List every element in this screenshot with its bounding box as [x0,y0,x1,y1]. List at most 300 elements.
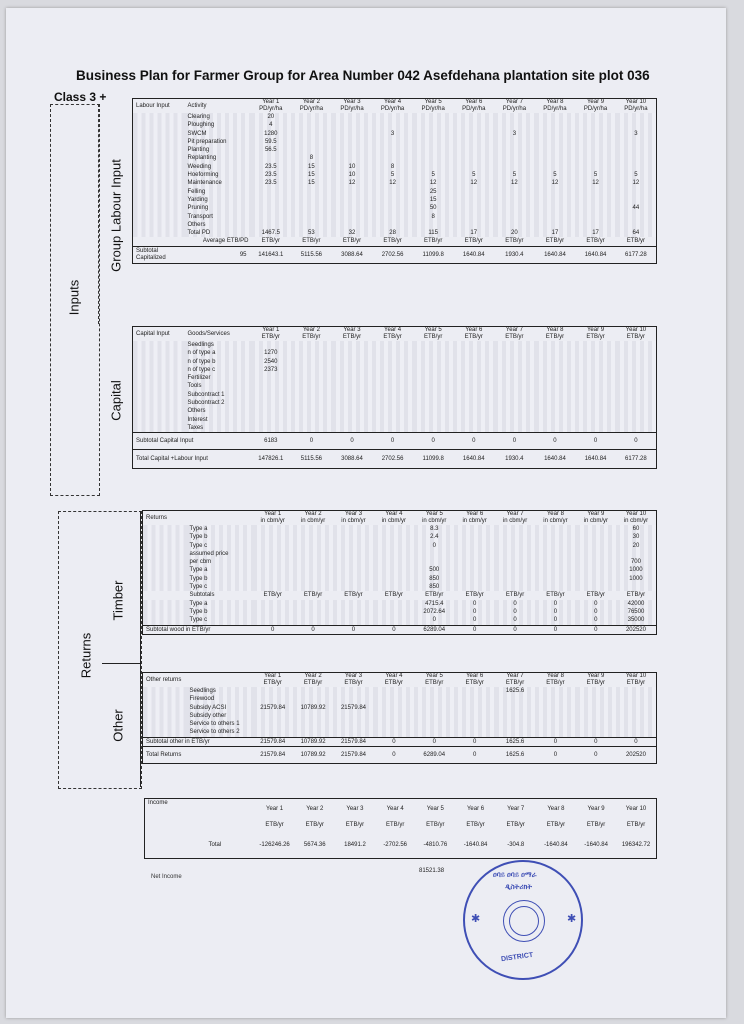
total-cell: 0 [390,438,395,445]
timber-etb-unit: ETB/yr [505,592,525,599]
total-cell: 1625.6 [505,751,525,758]
table-cell [332,146,373,154]
table-cell [333,728,373,737]
timber-year-header: Year 8 in cbm/yr [543,511,568,524]
capital-year-header: Year 5 ETB/yr [424,327,443,340]
row-label: Type a [187,566,253,574]
labour-year-header: Year 10 PD/yr/ha [624,99,648,112]
table-cell [453,196,494,204]
income-unit: ETB/yr [426,822,445,829]
table-cell [535,374,576,382]
table-cell [413,358,454,366]
table-row [133,213,657,221]
table-cell [535,163,576,171]
row-label: Seedlings [187,687,253,695]
table-cell [414,728,454,737]
other-year-header: Year 5 ETB/yr [425,673,444,686]
seal-star-icon: ✱ [471,913,481,925]
table-row [133,154,657,162]
total-cell: 1640.84 [462,456,485,463]
labour-etb-unit: ETB/yr [383,238,402,245]
table-cell: 0 [535,600,575,608]
table-cell [374,687,414,695]
other-year-header: Year 1 ETB/yr [263,673,282,686]
table-cell [575,121,616,129]
table-cell [576,550,616,558]
table-cell: 3 [372,130,413,138]
table-cell: 0 [576,600,616,608]
table-cell [494,121,535,129]
table-cell [616,154,657,162]
table-row [143,575,657,583]
table-cell: 44 [616,204,657,212]
row-label: n of type a [185,349,251,357]
table-cell [495,704,535,712]
row-label: Interest [185,416,251,424]
labour-year-header: Year 4 PD/yr/ha [380,99,405,112]
table-cell [454,550,494,558]
table-cell: 2540 [251,358,292,366]
table-cell [333,720,373,728]
total-cell: 0 [553,751,558,758]
table-cell [251,341,292,349]
table-cell [535,349,576,357]
table-cell [616,407,657,415]
table-cell: 500 [414,566,454,574]
table-cell [575,146,616,154]
table-cell: 5 [413,171,454,179]
table-cell [616,163,657,171]
table-cell [333,695,373,703]
table-cell: 21579.84 [253,704,293,712]
table-cell [575,204,616,212]
table-row [133,374,657,382]
table-cell [372,374,413,382]
table-row [133,424,657,433]
table-cell [494,146,535,154]
table-cell [251,154,292,162]
table-cell [495,550,535,558]
returns-label: Returns [78,632,94,679]
income-year-header: Year 9 [587,805,605,812]
table-cell [616,550,656,558]
table-cell [291,416,332,424]
row-label: Type b [187,608,253,616]
table-cell [535,121,576,129]
income-year-header: Year 6 [466,805,485,812]
row-label: Type a [187,525,253,533]
table-cell [251,196,292,204]
table-cell [453,204,494,212]
table-cell: 4 [251,121,292,129]
row-label: Subcontract 1 [185,391,251,399]
table-cell [333,575,373,583]
table-cell [616,695,656,703]
table-cell: 12 [494,179,535,187]
table-cell [494,213,535,221]
table-cell: 3 [616,130,657,138]
total-cell: 10789.92 [300,738,326,745]
table-cell [333,558,373,566]
table-cell [372,188,413,196]
table-cell [453,163,494,171]
table-cell [494,341,535,349]
total-cell: 1640.84 [462,251,485,258]
income-unit: ETB/yr [265,822,284,829]
table-cell [414,695,454,703]
table-cell [332,424,373,433]
table-cell [374,542,414,550]
table-cell [495,728,535,737]
other-year-header: Year 7 ETB/yr [505,673,525,686]
table-cell [413,163,454,171]
table-cell [253,712,293,720]
income-year-header: Year 10 [625,805,647,812]
table-cell: 5 [372,171,413,179]
labour-year-header: Year 6 PD/yr/ha [462,99,486,112]
table-row [133,204,657,212]
table-cell [535,341,576,349]
table-cell [494,407,535,415]
table-cell [372,196,413,204]
row-label: Subsidy other [187,712,253,720]
table-cell: 50 [413,204,454,212]
class-label: Class 3 + [54,90,107,104]
timber-etb-unit: ETB/yr [344,592,363,599]
total-cell: 2702.56 [381,251,404,258]
table-cell: 12 [535,179,576,187]
table-cell [535,558,575,566]
table-cell: 0 [576,608,616,616]
row-label: Felling [185,188,251,196]
table-cell [414,558,454,566]
table-cell: 12 [575,179,616,187]
row-label: Pruning [185,204,251,212]
total-cell: 0 [594,738,598,745]
total-cell: -1640.84 [544,842,568,849]
total-cell: 0 [472,738,477,745]
table-cell [293,600,333,608]
table-cell [293,533,333,541]
timber-year-header: Year 7 in cbm/yr [502,511,528,524]
table-cell [453,113,494,121]
total-cell: 0 [472,751,477,758]
capital-year-header: Year 8 ETB/yr [545,327,565,340]
total-cell: 0 [271,626,275,633]
table-cell [374,720,414,728]
table-cell [291,196,332,204]
table-cell [453,121,494,129]
row-label: Planting [185,146,251,154]
table-cell: 5 [535,171,576,179]
total-cell: 2702.56 [381,456,404,463]
timber-etb-unit: ETB/yr [546,592,565,599]
income-unit: ETB/yr [466,822,485,829]
table-cell: 12 [413,179,454,187]
table-cell [253,608,293,616]
table-cell: 8.3 [414,525,454,533]
table-cell [575,407,616,415]
other-year-header: Year 10 ETB/yr [625,673,647,686]
row-label: Type b [187,575,253,583]
labour-etb-unit: ETB/yr [464,238,483,245]
income-head1: Income [148,800,168,806]
timber-year-header: Year 5 in cbm/yr [422,511,447,524]
table-row [143,600,657,608]
total-cell: 0 [594,626,598,633]
table-cell: 5 [616,171,657,179]
table-cell [251,221,292,229]
table-cell: 5 [494,171,535,179]
table-cell [253,687,293,695]
table-cell: 8 [372,163,413,171]
table-cell [616,366,657,374]
table-cell [414,704,454,712]
table-cell [374,695,414,703]
table-cell [413,349,454,357]
total-cell: 6177.28 [625,251,647,258]
returns-mid-divider [102,663,140,664]
table-cell [616,712,656,720]
income-year-header: Year 7 [507,805,525,812]
table-cell [575,391,616,399]
table-cell [454,712,494,720]
table-cell [453,374,494,382]
other-year-header: Year 4 ETB/yr [384,673,404,686]
table-cell: 17 [453,229,494,237]
table-cell [413,146,454,154]
table-cell [372,204,413,212]
table-cell [616,341,657,349]
total-cell: 0 [431,438,435,445]
table-cell [251,213,292,221]
table-cell [616,121,657,129]
table-cell: 0 [535,608,575,616]
table-row [143,525,657,533]
table-cell [332,391,373,399]
table-cell: 12 [332,179,373,187]
table-cell [253,533,293,541]
table-cell [413,154,454,162]
capital-year-header: Year 9 ETB/yr [586,327,605,340]
table-cell: 23.5 [251,171,292,179]
table-cell [454,728,494,737]
total-cell: 202520 [625,751,646,758]
table-cell [333,550,373,558]
total-cell: 0 [513,626,517,633]
table-cell [575,196,616,204]
timber-year-header: Year 10 in cbm/yr [623,511,649,524]
total-cell: 21579.84 [340,738,366,745]
table-cell [293,525,333,533]
total-cell: 6289.04 [423,626,446,633]
table-cell [576,525,616,533]
table-cell [576,566,616,574]
table-cell [575,213,616,221]
table-cell [535,424,576,433]
row-label: per cbm [187,558,253,566]
other-year-header: Year 6 ETB/yr [465,673,484,686]
table-cell [413,341,454,349]
table-cell [414,720,454,728]
table-cell [454,566,494,574]
table-cell [494,221,535,229]
table-cell [535,695,575,703]
table-row [143,558,657,566]
table-cell [576,728,616,737]
table-cell [495,575,535,583]
table-cell [616,138,657,146]
timber-year-header: Year 1 in cbm/yr [260,511,285,524]
table-cell: 5 [453,171,494,179]
table-row [133,188,657,196]
table-cell: 3 [494,130,535,138]
table-cell [575,399,616,407]
table-cell [576,720,616,728]
capital-year-header: Year 10 ETB/yr [625,327,647,340]
table-cell: 21579.84 [333,704,373,712]
row-label: Replanting [185,154,251,162]
table-cell [535,188,576,196]
table-cell [372,407,413,415]
table-row [143,542,657,550]
table-cell [535,416,576,424]
table-cell [291,188,332,196]
table-row [133,407,657,415]
table-cell [333,525,373,533]
table-cell [414,687,454,695]
total-cell: 5674.36 [303,842,326,849]
labour-head1: Labour Input [136,102,170,109]
table-cell: 8 [291,154,332,162]
income-unit: ETB/yr [546,822,566,829]
table-cell [413,113,454,121]
table-cell [374,583,414,591]
table-cell [495,695,535,703]
timber-table [142,510,657,635]
table-cell [291,146,332,154]
table-cell [494,391,535,399]
table-cell [535,146,576,154]
capital-head2: Goods/Services [187,330,230,337]
table-cell [413,366,454,374]
capital-table [132,326,657,469]
capital-subtotal-label: Subtotal Capital Input [136,437,194,444]
table-cell [453,366,494,374]
table-cell [495,558,535,566]
table-cell: 20 [494,229,535,237]
table-cell [374,608,414,616]
table-cell [332,349,373,357]
table-cell [535,575,575,583]
total-cell: 0 [392,738,396,745]
table-row [133,171,657,179]
row-label: Hoeforming [185,171,251,179]
income-unit: ETB/yr [385,822,405,829]
table-cell [576,687,616,695]
labour-etb-unit: ETB/yr [545,238,565,245]
table-cell [253,566,293,574]
table-cell [251,188,292,196]
table-cell [616,358,657,366]
row-label: Pit preparation [185,138,251,146]
table-cell [576,575,616,583]
income-unit: ETB/yr [586,822,606,829]
timber-etb-unit: ETB/yr [303,592,323,599]
table-cell [576,695,616,703]
labour-etb-unit: ETB/yr [586,238,605,245]
table-cell [414,550,454,558]
table-cell [333,712,373,720]
table-cell [372,121,413,129]
table-cell [293,558,333,566]
timber-etb-unit: ETB/yr [465,592,484,599]
row-label: Tools [185,382,251,390]
table-cell [494,163,535,171]
table-cell [453,221,494,229]
income-year-header: Year 4 [386,805,404,812]
table-cell [494,399,535,407]
table-cell [616,221,657,229]
total-cell: 0 [472,438,476,445]
timber-etb-unit: ETB/yr [425,592,444,599]
total-cell: 1640.84 [584,456,607,463]
table-cell [333,687,373,695]
table-cell [251,416,292,424]
table-cell [372,399,413,407]
table-cell [251,382,292,390]
table-cell: 2.4 [414,533,454,541]
total-cell: 21579.84 [340,751,366,758]
total-cell: 0 [593,438,598,445]
table-cell: 0 [495,608,535,616]
timber-etb-unit: ETB/yr [384,592,404,599]
other-label: Other [110,709,126,742]
table-row [143,712,657,720]
table-cell [535,720,575,728]
labour-year-header: Year 2 PD/yr/ha [299,99,324,112]
total-cell: 0 [309,438,314,445]
table-cell [413,416,454,424]
table-cell [293,583,333,591]
table-cell [616,416,657,424]
table-row [143,566,657,574]
returns-divider [140,511,141,787]
table-cell [333,533,373,541]
table-cell [293,566,333,574]
table-row [143,550,657,558]
capital-year-header: Year 2 ETB/yr [302,327,321,340]
timber-etb-unit: ETB/yr [586,592,605,599]
table-cell: 32 [332,229,373,237]
table-cell: 59.5 [251,138,292,146]
table-cell [332,113,373,121]
table-cell [616,704,656,712]
timber-year-header: Year 6 in cbm/yr [462,511,487,524]
total-cell: 21579.84 [260,751,286,758]
table-row [133,358,657,366]
table-cell [251,424,292,433]
labour-table [132,98,657,264]
table-cell [374,558,414,566]
table-cell [535,583,575,591]
table-cell [453,349,494,357]
table-cell [291,113,332,121]
total-cell: 0 [351,626,356,633]
table-cell [293,712,333,720]
table-cell [575,416,616,424]
table-cell [372,358,413,366]
